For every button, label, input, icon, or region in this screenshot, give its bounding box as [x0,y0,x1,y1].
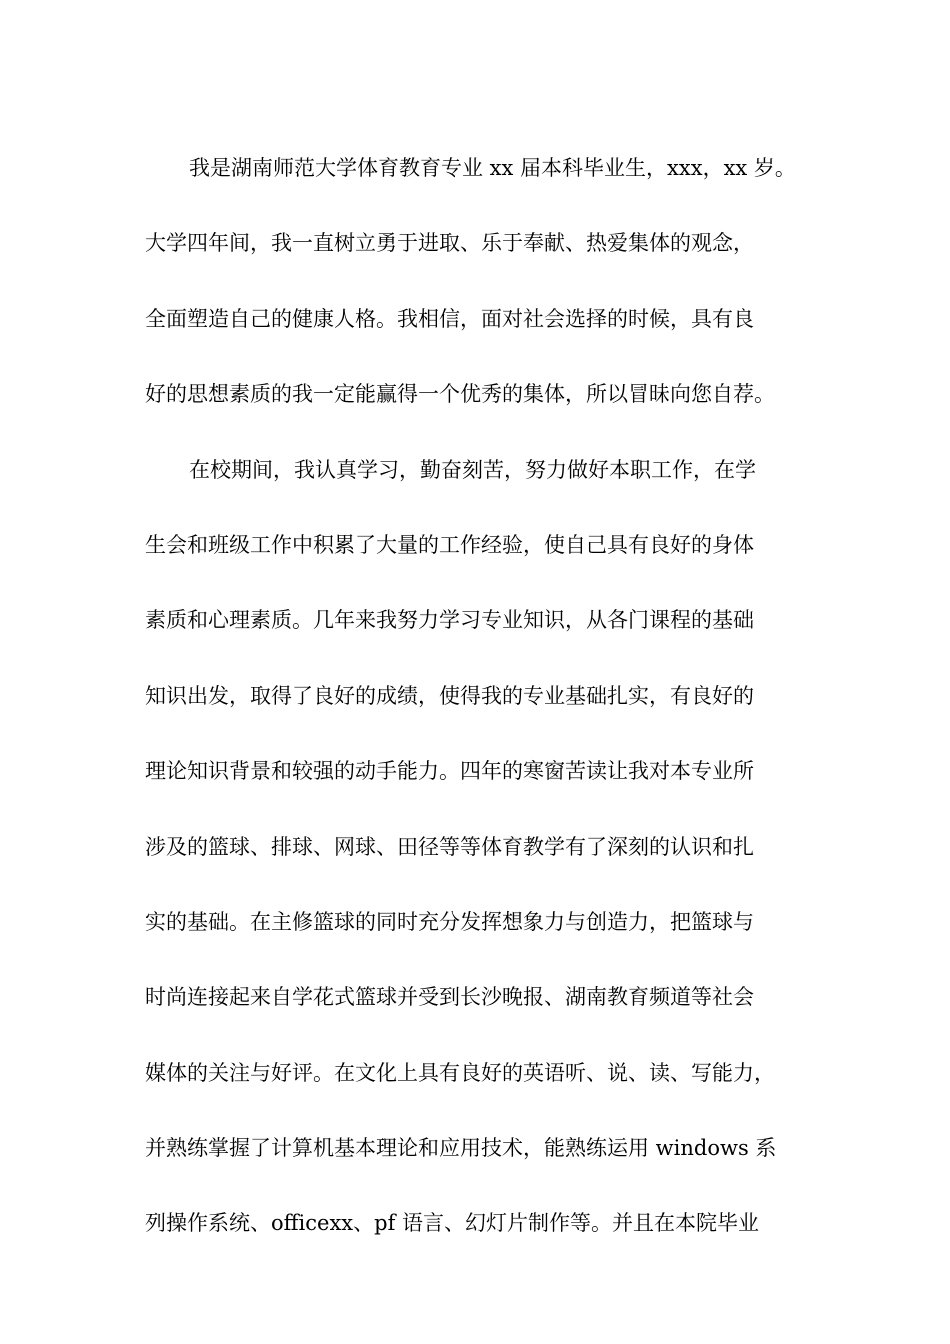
paragraph-2-line-9: 媒体的关注与好评。在文化上具有良好的英语听、说、读、写能力， [145,1060,775,1085]
paragraph-1-line-3: 全面塑造自己的健康人格。我相信，面对社会选择的时候，具有良 [145,306,754,331]
paragraph-2-line-10: 并熟练掌握了计算机基本理论和应用技术，能熟练运用 windows 系 [145,1136,777,1161]
document-body [145,131,810,1262]
paragraph-1-line-4: 好的思想素质的我一定能赢得一个优秀的集体，所以冒昧向您自荐。 [145,382,775,407]
paragraph-2-line-3: 素质和心理素质。几年来我努力学习专业知识，从各门课程的基础 [145,608,754,633]
paragraph-2-line-7: 实的基础。在主修篮球的同时充分发挥想象力与创造力，把篮球与 [145,909,754,934]
paragraph-1-line-2: 大学四年间，我一直树立勇于进取、乐于奉献、热爱集体的观念， [145,231,754,256]
paragraph-2-line-4: 知识出发，取得了良好的成绩，使得我的专业基础扎实，有良好的 [145,683,754,708]
paragraph-2-line-5: 理论知识背景和较强的动手能力。四年的寒窗苦读让我对本专业所 [145,759,754,784]
paragraph-1-line-1: 我是湖南师范大学体育教育专业 xx 届本科毕业生，xxx，xx 岁。 [189,156,796,180]
paragraph-2-line-8: 时尚连接起来自学花式篮球并受到长沙晚报、湖南教育频道等社会 [145,985,754,1010]
paragraph-2-line-6: 涉及的篮球、排球、网球、田径等等体育教学有了深刻的认识和扎 [145,834,754,859]
paragraph-2-line-11: 列操作系统、officexx、pf 语言、幻灯片制作等。并且在本院毕业 [145,1211,760,1236]
paragraph-2-line-2: 生会和班级工作中积累了大量的工作经验，使自己具有良好的身体 [145,532,754,557]
paragraph-2-line-1: 在校期间，我认真学习，勤奋刻苦，努力做好本职工作，在学 [189,457,756,482]
